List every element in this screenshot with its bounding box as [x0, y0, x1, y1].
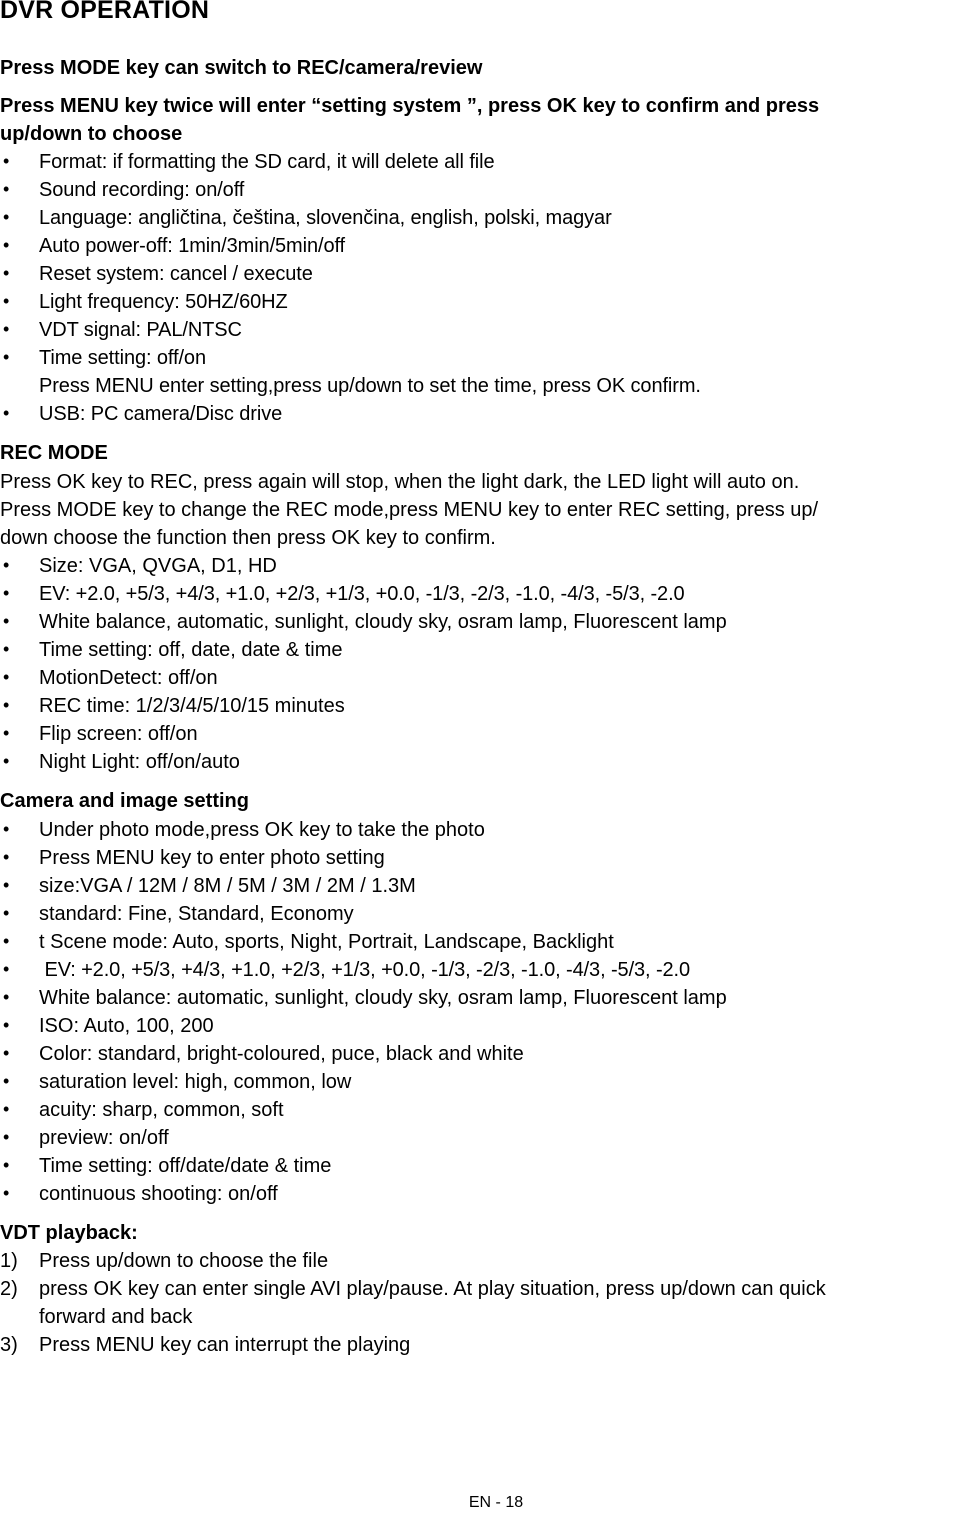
bullet-icon: •	[3, 291, 10, 311]
bullet-icon: •	[3, 1043, 10, 1063]
mode-switch-text: Press MODE key can switch to REC/camera/review	[0, 57, 483, 79]
bullet-icon: •	[3, 959, 10, 979]
step-number: 1)	[0, 1250, 18, 1272]
step-number: 3)	[0, 1334, 18, 1356]
bullet-icon: •	[3, 151, 10, 171]
bullet-icon: •	[3, 723, 10, 743]
page-title: DVR OPERATION	[0, 0, 210, 24]
bullet-icon: •	[3, 667, 10, 687]
bullet-icon: •	[3, 1099, 10, 1119]
bullet-icon: •	[3, 1183, 10, 1203]
rec-mode-heading: REC MODE	[0, 442, 108, 464]
bullet-icon: •	[3, 751, 10, 771]
rec-mode-paragraph-1: Press OK key to REC, press again will stop, when the light dark, the LED light will auto on.	[0, 471, 800, 493]
bullet-icon: •	[3, 847, 10, 867]
rec-mode-paragraph-2-line-1: Press MODE key to change the REC mode,press MENU key to enter REC setting, press up/	[0, 499, 819, 521]
step-number: 2)	[0, 1278, 18, 1300]
manual-page: DVR OPERATION Press MODE key can switch to REC/camera/review Press MENU key twice will enter “setting system ”, press OK key to confirm and press up/down to choose • Format: if formatting the SD card, it will delete all file • Sound recording: on/off • Language: angličtina, čeština, slovenčina, english, polski, magyar • Auto power-off: 1min/3min/5min/off • Reset system: cancel / execute • Light frequency: 50HZ/60HZ • VDT signal: PAL/NTSC • Time setting: off/on Press MENU enter setting,press up/down to set the time, press OK confirm. • USB: PC camera/Disc drive REC MODE Press OK key to REC, press again will stop, when the light dark, the LED light will auto on. Press MODE key to change the REC mode,press MENU key to enter REC setting, press up/ down choose the function then press OK key to confirm. • Size: VGA, QVGA, D1, HD • EV: +2.0, +5/3, +4/3, +1.0, +2/3, +1/3, +0.0, -1/3, -2/3, -1.0, -4/3, -5/3, -2.0 • White balance, automatic, sunlight, cloudy sky, osram lamp, Fluorescent lamp • Time setting: off, date, date & time • MotionDetect: off/on • REC time: 1/2/3/4/5/10/15 minutes • Flip screen: off/on • Night Light: off/on/auto Camera and image setting • Under photo mode,press OK key to take the photo • Press MENU key to enter photo setting • size:VGA / 12M / 8M / 5M / 3M / 2M / 1.3M • standard: Fine, Standard, Economy • t Scene mode: Auto, sports, Night, Portrait, Landscape, Backlight • EV: +2.0, +5/3, +4/3, +1.0, +2/3, +1/3, +0.0, -1/3, -2/3, -1.0, -4/3, -5/3, -2.0 • White balance: automatic, sunlight, cloudy sky, osram lamp, Fluorescent lamp • ISO: Auto, 100, 200 • Color: standard, bright-coloured, puce, black and white • saturation level: high, common, low • acuity: sharp, common, soft • preview: on/off • Time setting: off/date/date & time • continuous shooting: on/off VDT playback: 1) Press up/down to choose the file 2) press OK key can enter single AVI play/pause. At play situation, press up/down can quick forward and back 3) Press MENU key can interrupt the playing EN - 18	[0, 0, 960, 1517]
bullet-icon: •	[3, 347, 10, 367]
bullet-icon: •	[3, 583, 10, 603]
bullet-icon: •	[3, 403, 10, 423]
menu-instruction-line-1: Press MENU key twice will enter “setting system ”, press OK key to confirm and press	[0, 95, 820, 117]
bullet-icon: •	[3, 987, 10, 1007]
bullet-icon: •	[3, 555, 10, 575]
bullet-icon: •	[3, 263, 10, 283]
bullet-icon: •	[3, 319, 10, 339]
bullet-icon: •	[3, 1127, 10, 1147]
bullet-icon: •	[3, 235, 10, 255]
bullet-icon: •	[3, 207, 10, 227]
bullet-icon: •	[3, 931, 10, 951]
page-number: EN - 18	[468, 1494, 524, 1511]
rec-mode-paragraph-2-line-2: down choose the function then press OK key to confirm.	[0, 527, 496, 549]
camera-settings-heading: Camera and image setting	[0, 790, 249, 812]
bullet-icon: •	[3, 639, 10, 659]
vdt-playback-heading: VDT playback:	[0, 1222, 138, 1244]
bullet-icon: •	[3, 819, 10, 839]
menu-instruction-line-2: up/down to choose	[0, 123, 183, 145]
bullet-icon: •	[3, 695, 10, 715]
bullet-icon: •	[3, 903, 10, 923]
bullet-icon: •	[3, 611, 10, 631]
bullet-icon: •	[3, 1155, 10, 1175]
bullet-icon: •	[3, 1071, 10, 1091]
bullet-icon: •	[3, 875, 10, 895]
bullet-icon: •	[3, 179, 10, 199]
bullet-icon: •	[3, 1015, 10, 1035]
